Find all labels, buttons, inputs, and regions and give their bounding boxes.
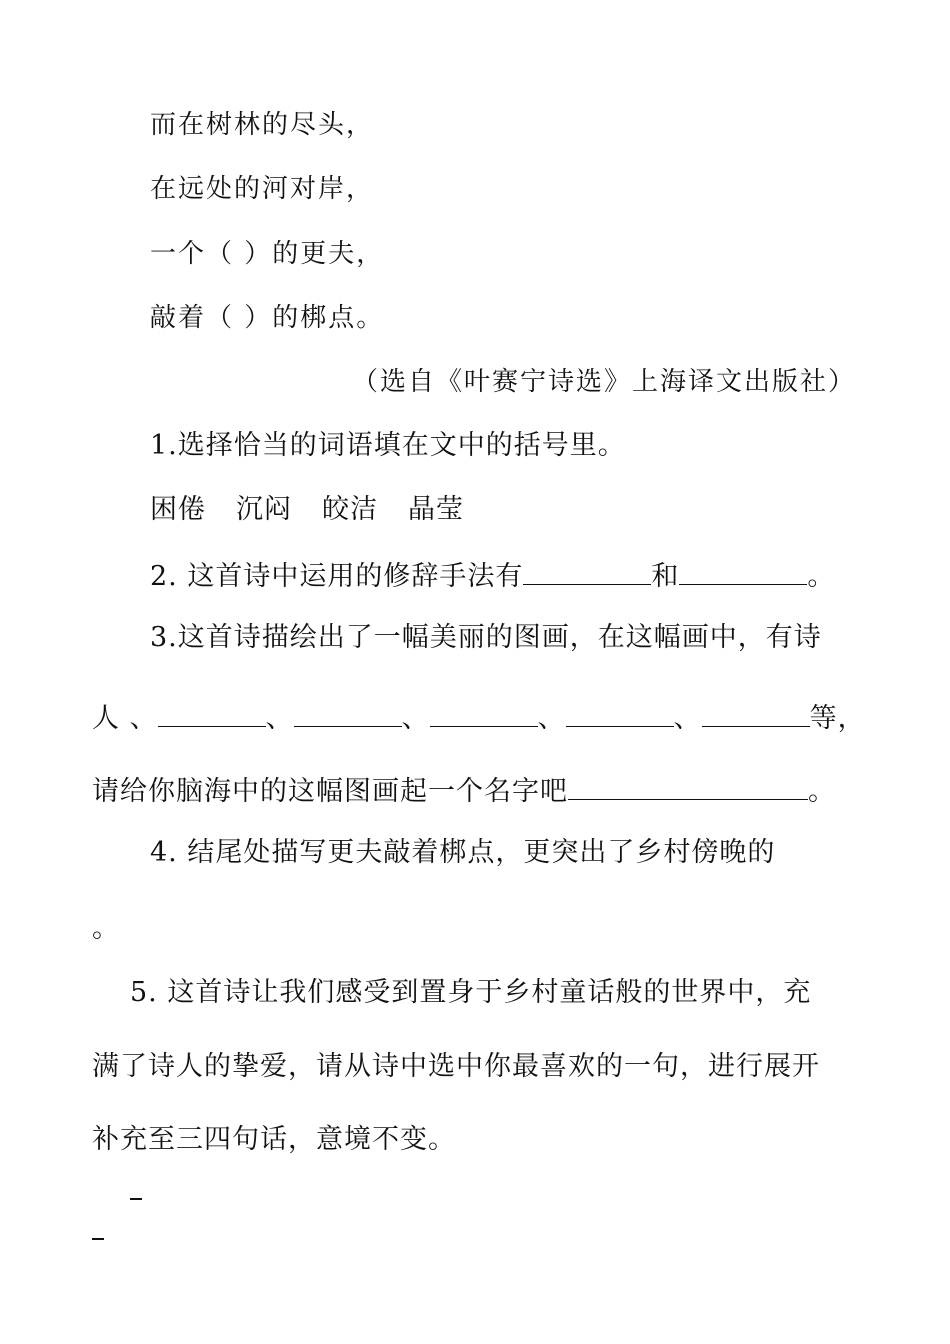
question-4-line-2: 。 [92,913,120,944]
question-2-middle: 和 [651,561,680,592]
question-5-line-1: 5. 这首诗让我们感受到置身于乡村童话般的世界中，充 [130,977,812,1008]
poem-line-1: 而在树林的尽头， [150,110,375,140]
question-2-prefix: 2. 这首诗中运用的修辞手法有 [150,561,524,592]
answer-blank[interactable] [158,702,266,727]
question-4-line-1: 4. 结尾处描写更夫敲着梆点，更突出了乡村傍晚的 [150,837,776,868]
word-option: 晶莹 [408,494,464,525]
separator: 、 [401,703,430,734]
word-option: 皎洁 [322,494,378,525]
question-3-suffix: 等， [809,703,866,734]
answer-blank[interactable] [566,702,674,727]
answer-blank[interactable] [679,560,807,585]
answer-blank[interactable] [523,560,651,585]
question-3-end: 。 [808,776,836,807]
word-option: 困倦 [150,494,206,525]
answer-dash [130,1198,142,1200]
question-3-line-3 [92,775,836,805]
answer-blank[interactable] [568,775,808,800]
question-1-word-bank [150,496,494,523]
question-3-line-2 [92,702,866,732]
answer-blank[interactable] [294,702,402,727]
separator: 、 [673,703,702,734]
question-1-text: 1.选择恰当的词语填在文中的括号里。 [150,430,626,461]
question-3-prefix: 人 、 [92,703,158,734]
separator: 、 [537,703,566,734]
question-3-line-1: 3.这首诗描绘出了一幅美丽的图画，在这幅画中，有诗 [150,622,822,653]
answer-blank[interactable] [702,702,810,727]
poem-source: （选自《叶赛宁诗选》上海译文出版社） [352,367,857,397]
question-2 [150,560,835,590]
poem-line-3: 一个（ ）的更夫， [150,239,385,269]
question-5-line-2: 满了诗人的挚爱，请从诗中选中你最喜欢的一句，进行展开 [92,1051,820,1082]
poem-line-2: 在远处的河对岸， [150,174,375,204]
question-2-suffix: 。 [807,561,836,592]
word-option: 沉闷 [236,494,292,525]
answer-dash [92,1238,104,1240]
answer-blank[interactable] [430,702,538,727]
question-5-line-3: 补充至三四句话，意境不变。 [92,1124,456,1155]
question-3-title-prompt: 请给你脑海中的这幅图画起一个名字吧 [92,776,568,807]
separator: 、 [265,703,294,734]
poem-line-4: 敲着（ ）的梆点。 [150,303,385,333]
